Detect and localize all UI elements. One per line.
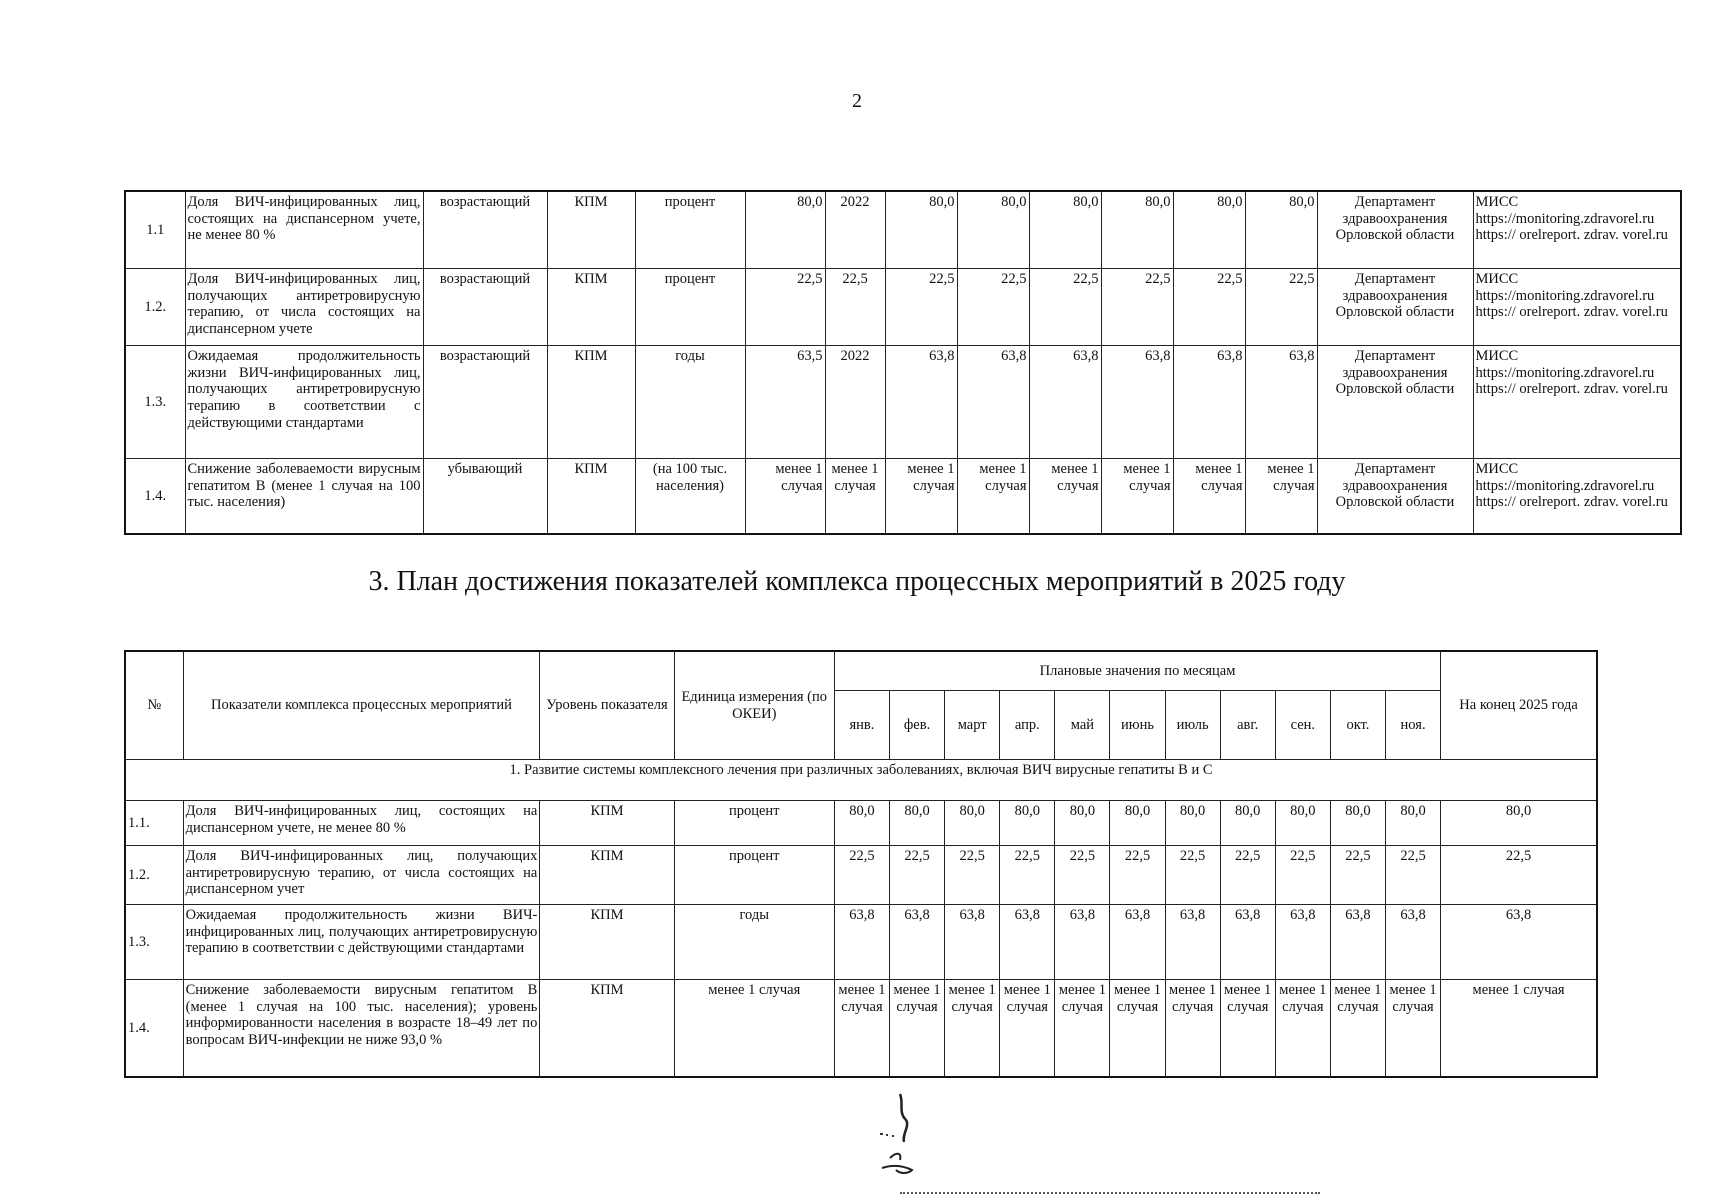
month-value: 22,5 (1110, 846, 1165, 905)
unit: годы (674, 905, 834, 980)
unit: процент (674, 846, 834, 905)
header-month: май (1055, 691, 1110, 760)
month-value: 80,0 (1386, 801, 1441, 846)
signature-mark (860, 1090, 940, 1190)
year-value: менее 1 случая (1245, 459, 1317, 535)
header-month: ноя. (1386, 691, 1441, 760)
month-value: 80,0 (1220, 801, 1275, 846)
month-value: менее 1 случая (1110, 980, 1165, 1078)
unit: годы (635, 346, 745, 459)
bottom-dotted-line (900, 1192, 1320, 1196)
year-value: 22,5 (1245, 269, 1317, 346)
responsible: Департамент здравоохранения Орловской области (1317, 269, 1473, 346)
month-value: 80,0 (1055, 801, 1110, 846)
level: КПМ (540, 905, 674, 980)
month-value: 80,0 (945, 801, 1000, 846)
responsible: Департамент здравоохранения Орловской области (1317, 459, 1473, 535)
info-system: МИСС https://monitoring.zdravorel.ru https:// orelreport. zdrav. vorel.ru (1473, 459, 1681, 535)
base-value: 22,5 (745, 269, 825, 346)
month-value: менее 1 случая (1275, 980, 1330, 1078)
month-value: 63,8 (1386, 905, 1441, 980)
month-value: 63,8 (1330, 905, 1385, 980)
row-number: 1.4. (125, 980, 183, 1078)
indicator-name: Доля ВИЧ-инфицированных лиц, состоящих на диспансерном учете, не менее 80 % (183, 801, 540, 846)
level: КПМ (540, 846, 674, 905)
month-value: 80,0 (1165, 801, 1220, 846)
year-value: 80,0 (1173, 191, 1245, 269)
month-value: менее 1 случая (1055, 980, 1110, 1078)
group-title: 1. Развитие системы комплексного лечения при различных заболеваниях, включая ВИЧ вирусные гепатиты В и С (125, 760, 1597, 801)
year-value: менее 1 случая (1101, 459, 1173, 535)
month-value: 22,5 (1330, 846, 1385, 905)
unit: процент (635, 269, 745, 346)
month-value: 22,5 (1386, 846, 1441, 905)
row-number: 1.2. (125, 269, 185, 346)
unit: (на 100 тыс. населения) (635, 459, 745, 535)
base-year: 22,5 (825, 269, 885, 346)
page-number: 2 (852, 90, 862, 112)
year-value: 80,0 (957, 191, 1029, 269)
month-value: менее 1 случая (1165, 980, 1220, 1078)
month-value: менее 1 случая (1000, 980, 1055, 1078)
indicator-name: Доля ВИЧ-инфицированных лиц, получающих антиретровирусную терапию, от числа состоящих на диспансерном учете (185, 269, 423, 346)
month-value: 22,5 (1165, 846, 1220, 905)
row-number: 1.1 (125, 191, 185, 269)
trend: возрастающий (423, 191, 547, 269)
month-value: 80,0 (1330, 801, 1385, 846)
trend: возрастающий (423, 346, 547, 459)
month-value: 80,0 (1110, 801, 1165, 846)
level: КПМ (547, 459, 635, 535)
month-value: менее 1 случая (890, 980, 945, 1078)
header-month: окт. (1330, 691, 1385, 760)
year-value: 63,8 (1101, 346, 1173, 459)
end-value: 22,5 (1441, 846, 1597, 905)
year-value: 63,8 (885, 346, 957, 459)
level: КПМ (540, 801, 674, 846)
month-value: 22,5 (890, 846, 945, 905)
end-value: 63,8 (1441, 905, 1597, 980)
indicator-name: Доля ВИЧ-инфицированных лиц, получающих антиретровирусную терапию, от числа состоящих на диспансерном учет (183, 846, 540, 905)
month-value: 63,8 (1275, 905, 1330, 980)
header-month: фев. (890, 691, 945, 760)
indicator-name: Ожидаемая продолжительность жизни ВИЧ-инфицированных лиц, получающих антиретровирусную терапию в соответствии с действующими стандартами (183, 905, 540, 980)
base-year: 2022 (825, 191, 885, 269)
section-title: 3. План достижения показателей комплекса процессных мероприятий в 2025 году (368, 566, 1346, 597)
month-value: менее 1 случая (1330, 980, 1385, 1078)
table-row (125, 846, 1597, 905)
month-value: 63,8 (890, 905, 945, 980)
month-value: 63,8 (1165, 905, 1220, 980)
year-value: 63,8 (957, 346, 1029, 459)
month-value: менее 1 случая (1220, 980, 1275, 1078)
year-value: 22,5 (1029, 269, 1101, 346)
month-value: 63,8 (1110, 905, 1165, 980)
unit: процент (635, 191, 745, 269)
row-number: 1.2. (125, 846, 183, 905)
info-system: МИСС https://monitoring.zdravorel.ru https:// orelreport. zdrav. vorel.ru (1473, 191, 1681, 269)
header-end: На конец 2025 года (1441, 651, 1597, 760)
row-number: 1.3. (125, 346, 185, 459)
base-year: 2022 (825, 346, 885, 459)
month-value: менее 1 случая (945, 980, 1000, 1078)
year-value: 80,0 (1029, 191, 1101, 269)
month-value: 63,8 (1055, 905, 1110, 980)
level: КПМ (547, 191, 635, 269)
indicators-table-continued (124, 190, 1682, 535)
table-row (125, 801, 1597, 846)
indicator-name: Снижение заболеваемости вирусным гепатитом В (менее 1 случая на 100 тыс. населения) (185, 459, 423, 535)
base-value: менее 1 случая (745, 459, 825, 535)
year-value: 63,8 (1029, 346, 1101, 459)
header-level: Уровень показателя (540, 651, 674, 760)
plan-table (124, 650, 1598, 1078)
month-value: 63,8 (1000, 905, 1055, 980)
end-value: 80,0 (1441, 801, 1597, 846)
trend: убывающий (423, 459, 547, 535)
table-row (125, 269, 1681, 346)
unit: менее 1 случая (674, 980, 834, 1078)
month-value: 80,0 (890, 801, 945, 846)
base-value: 80,0 (745, 191, 825, 269)
year-value: менее 1 случая (885, 459, 957, 535)
year-value: 22,5 (957, 269, 1029, 346)
row-number: 1.4. (125, 459, 185, 535)
level: КПМ (547, 346, 635, 459)
year-value: 63,8 (1245, 346, 1317, 459)
info-system: МИСС https://monitoring.zdravorel.ru https:// orelreport. zdrav. vorel.ru (1473, 346, 1681, 459)
header-month: янв. (834, 691, 889, 760)
header-indicator: Показатели комплекса процессных мероприятий (183, 651, 540, 760)
month-value: 22,5 (1055, 846, 1110, 905)
header-unit: Единица измерения (по ОКЕИ) (674, 651, 834, 760)
table-row (125, 905, 1597, 980)
header-month: март (945, 691, 1000, 760)
month-value: 80,0 (834, 801, 889, 846)
row-number: 1.3. (125, 905, 183, 980)
row-number: 1.1. (125, 801, 183, 846)
table-row (125, 191, 1681, 269)
header-month: авг. (1220, 691, 1275, 760)
base-year: менее 1 случая (825, 459, 885, 535)
header-num: № (125, 651, 183, 760)
month-value: менее 1 случая (1386, 980, 1441, 1078)
header-month: июнь (1110, 691, 1165, 760)
month-value: 80,0 (1000, 801, 1055, 846)
month-value: 63,8 (945, 905, 1000, 980)
responsible: Департамент здравоохранения Орловской области (1317, 346, 1473, 459)
month-value: менее 1 случая (834, 980, 889, 1078)
year-value: менее 1 случая (1029, 459, 1101, 535)
trend: возрастающий (423, 269, 547, 346)
month-value: 22,5 (945, 846, 1000, 905)
indicator-name: Доля ВИЧ-инфицированных лиц, состоящих на диспансерном учете, не менее 80 % (185, 191, 423, 269)
header-planned: Плановые значения по месяцам (834, 651, 1440, 691)
level: КПМ (547, 269, 635, 346)
month-value: 22,5 (1000, 846, 1055, 905)
end-value: менее 1 случая (1441, 980, 1597, 1078)
month-value: 22,5 (1275, 846, 1330, 905)
year-value: 22,5 (1173, 269, 1245, 346)
table-row (125, 980, 1597, 1078)
year-value: 80,0 (885, 191, 957, 269)
header-month: сен. (1275, 691, 1330, 760)
unit: процент (674, 801, 834, 846)
indicator-name: Снижение заболеваемости вирусным гепатитом В (менее 1 случая на 100 тыс. населения); уровень информированности населения в возрасте 18–49 лет по вопросам ВИЧ-инфекции не ниже 93,0 % (183, 980, 540, 1078)
base-value: 63,5 (745, 346, 825, 459)
month-value: 80,0 (1275, 801, 1330, 846)
level: КПМ (540, 980, 674, 1078)
table-row (125, 459, 1681, 535)
month-value: 63,8 (1220, 905, 1275, 980)
year-value: 22,5 (885, 269, 957, 346)
table-row (125, 346, 1681, 459)
info-system: МИСС https://monitoring.zdravorel.ru https:// orelreport. zdrav. vorel.ru (1473, 269, 1681, 346)
year-value: 80,0 (1245, 191, 1317, 269)
month-value: 63,8 (834, 905, 889, 980)
month-value: 22,5 (834, 846, 889, 905)
year-value: 80,0 (1101, 191, 1173, 269)
year-value: 63,8 (1173, 346, 1245, 459)
header-month: апр. (1000, 691, 1055, 760)
month-value: 22,5 (1220, 846, 1275, 905)
indicator-name: Ожидаемая продолжительность жизни ВИЧ-инфицированных лиц, получающих антиретровирусную терапию в соответствии с действующими стандартами (185, 346, 423, 459)
responsible: Департамент здравоохранения Орловской области (1317, 191, 1473, 269)
header-month: июль (1165, 691, 1220, 760)
year-value: 22,5 (1101, 269, 1173, 346)
year-value: менее 1 случая (1173, 459, 1245, 535)
year-value: менее 1 случая (957, 459, 1029, 535)
